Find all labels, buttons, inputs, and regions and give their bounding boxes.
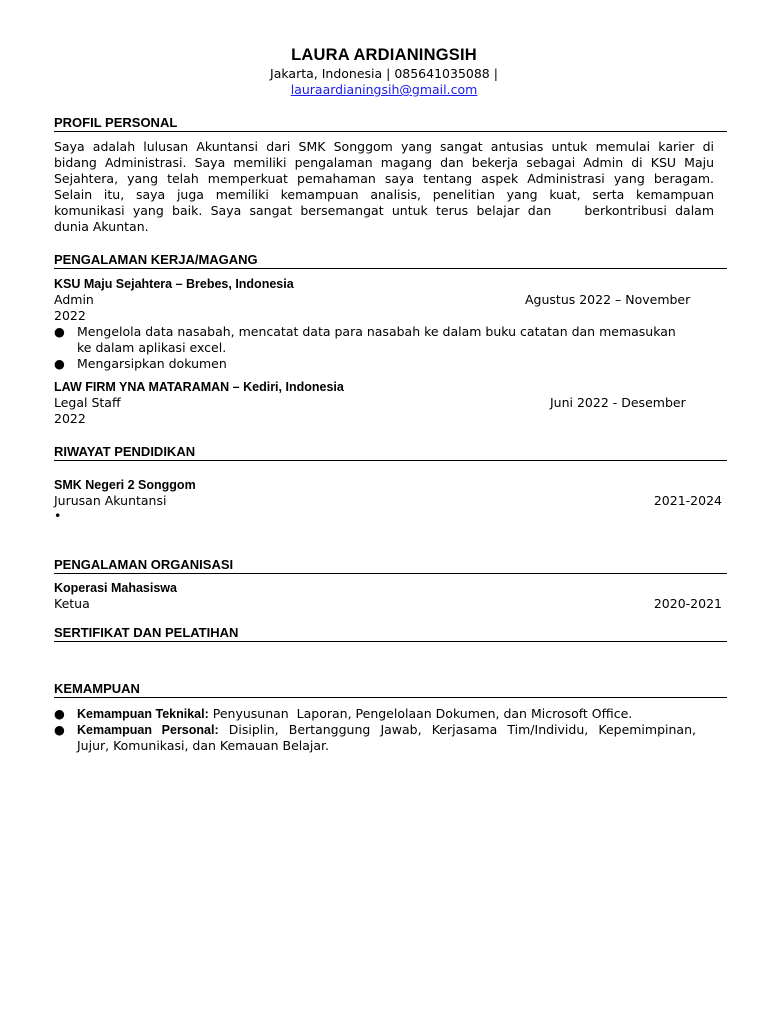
profile-line: Selain itu, saya juga memiliki kemampuan analisis, penelitian yang kuat, serta kemampuan bbox=[54, 187, 714, 202]
section-heading-profile: PROFIL PERSONAL bbox=[54, 115, 727, 132]
job-company: LAW FIRM YNA MATARAMAN – Kediri, Indonesia bbox=[54, 380, 344, 394]
candidate-name: LAURA ARDIANINGSIH bbox=[291, 46, 477, 64]
organization-role: Ketua bbox=[54, 596, 90, 611]
skill-text: Penyusunan Laporan, Pengelolaan Dokumen, dan Microsoft Office. bbox=[212, 706, 633, 721]
bullet-dot: ● bbox=[54, 356, 65, 371]
skill-item bbox=[54, 706, 724, 722]
bullet-dot: ● bbox=[54, 706, 65, 721]
section-heading-certificates: SERTIFIKAT DAN PELATIHAN bbox=[54, 625, 727, 642]
job-bullet-line: Mengarsipkan dokumen bbox=[77, 356, 227, 371]
school-major: Jurusan Akuntansi bbox=[54, 493, 167, 508]
school-name: SMK Negeri 2 Songgom bbox=[54, 478, 196, 492]
bullet-dot: ● bbox=[54, 324, 65, 339]
skill-text: Jujur, Komunikasi, dan Kemauan Belajar. bbox=[77, 738, 329, 753]
skill-label: Kemampuan Personal: bbox=[77, 723, 219, 737]
job-role: Admin bbox=[54, 292, 94, 307]
contact-line: Jakarta, Indonesia | 085641035088 | bbox=[270, 66, 498, 81]
job-bullet bbox=[54, 324, 724, 356]
profile-line: komunikasi yang baik. Saya sangat bersemangat untuk terus belajar dan berkontribusi dalam bbox=[54, 203, 714, 218]
organization-name: Koperasi Mahasiswa bbox=[54, 581, 177, 595]
job-role: Legal Staff bbox=[54, 395, 121, 410]
job-bullet-line: Mengelola data nasabah, mencatat data para nasabah ke dalam buku catatan dan memasukan bbox=[77, 324, 676, 339]
job-company: KSU Maju Sejahtera – Brebes, Indonesia bbox=[54, 277, 294, 291]
section-heading-education: RIWAYAT PENDIDIKAN bbox=[54, 444, 727, 461]
skill-label: Kemampuan Teknikal: bbox=[77, 707, 209, 721]
email-line bbox=[0, 82, 768, 97]
profile-line: Saya adalah lulusan Akuntansi dari SMK Songgom yang sangat antusias untuk memulai karier di bbox=[54, 139, 714, 154]
profile-line: dunia Akuntan. bbox=[54, 219, 149, 234]
organization-period: 2020-2021 bbox=[653, 596, 722, 611]
bullet-dot: ● bbox=[54, 722, 65, 737]
job-bullet bbox=[54, 356, 724, 372]
profile-line: Sejahtera, yang telah memperkuat pemahaman saya tentang aspek Administrasi yang beragam. bbox=[54, 171, 714, 186]
skill-text: Disiplin, Bertanggung Jawab, Kerjasama Tim/Individu, Kepemimpinan, bbox=[228, 722, 696, 737]
email-link[interactable]: lauraardianingsih@gmail.com bbox=[290, 82, 478, 97]
job-bullet-line: ke dalam aplikasi excel. bbox=[77, 340, 227, 355]
job-period-cont: 2022 bbox=[54, 308, 86, 323]
profile-line: bidang Administrasi. Saya memiliki pengalaman magang dan bekerja sebagai Admin di KSU Maju bbox=[54, 155, 714, 170]
section-heading-organization: PENGALAMAN ORGANISASI bbox=[54, 557, 727, 574]
education-empty-bullet: • bbox=[54, 508, 62, 523]
job-period: Juni 2022 - Desember bbox=[550, 395, 686, 410]
section-heading-skills: KEMAMPUAN bbox=[54, 681, 727, 698]
job-period-cont: 2022 bbox=[54, 411, 86, 426]
section-heading-experience: PENGALAMAN KERJA/MAGANG bbox=[54, 252, 727, 269]
school-period: 2021-2024 bbox=[653, 493, 722, 508]
job-period: Agustus 2022 – November bbox=[525, 292, 691, 307]
skill-item bbox=[54, 722, 724, 754]
